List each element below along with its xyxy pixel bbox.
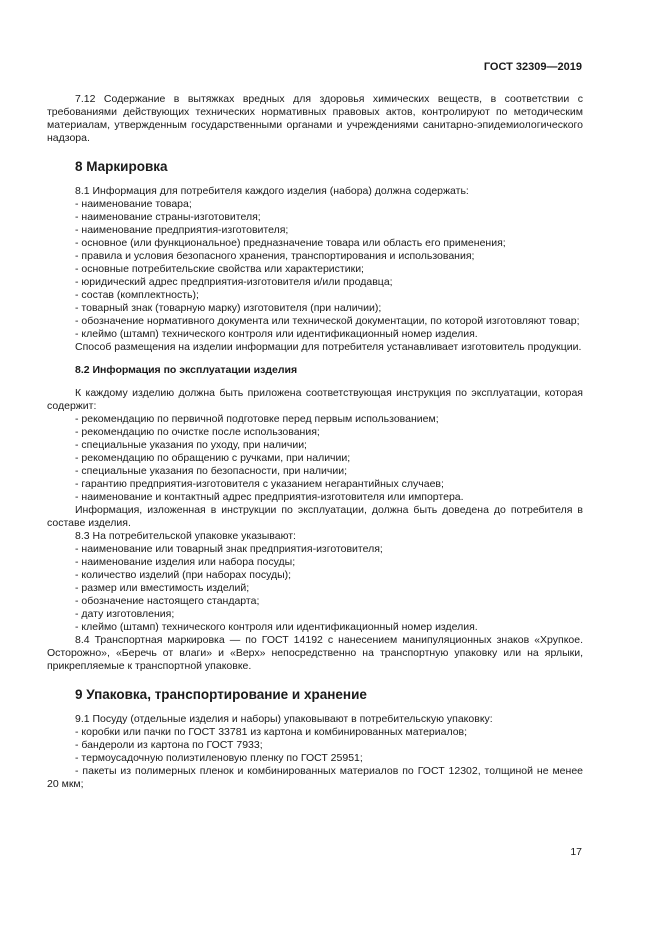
list-item: - наименование товара; — [75, 198, 192, 210]
paragraph-info-placement: Способ размещения на изделии информации для потребителя устанавливает изготовитель продукции. — [75, 341, 582, 353]
subsection-8-2-heading: 8.2 Информация по эксплуатации изделия — [75, 364, 298, 376]
list-item: - специальные указания по безопасности, при наличии; — [75, 465, 348, 477]
paragraph-9-1: 9.1 Посуду (отдельные изделия и наборы) упаковывают в потребительскую упаковку: — [75, 713, 493, 725]
standard-header: ГОСТ 32309—2019 — [483, 61, 582, 73]
list-item: - гарантию предприятия-изготовителя с указанием негарантийных случаев; — [75, 478, 444, 490]
list-item: - рекомендацию по обращению с ручками, при наличии; — [75, 452, 351, 464]
list-item: - состав (комплектность); — [75, 289, 199, 301]
list-9-1 — [47, 726, 583, 791]
page-number: 17 — [570, 846, 582, 858]
list-item: - обозначение нормативного документа или технической документации, по которой изготовляют товар; — [75, 315, 580, 327]
list-item: - основные потребительские свойства или характеристики; — [75, 263, 364, 275]
section-8-heading: 8 Маркировка — [75, 159, 168, 174]
list-item: - бандероли из картона по ГОСТ 7933; — [75, 739, 263, 751]
section-9-heading: 9 Упаковка, транспортирование и хранение — [75, 687, 367, 702]
list-item: - количество изделий (при наборах посуды); — [75, 569, 292, 581]
list-item: - наименование и контактный адрес предприятия-изготовителя или импортера. — [75, 491, 464, 503]
list-item: - юридический адрес предприятия-изготовителя и/или продавца; — [75, 276, 393, 288]
paragraph-8-1: 8.1 Информация для потребителя каждого изделия (набора) должна содержать: — [75, 185, 469, 197]
list-item: - рекомендацию по первичной подготовке перед первым использованием; — [75, 413, 439, 425]
list-item: - клеймо (штамп) технического контроля или идентификационный номер изделия. — [75, 621, 478, 633]
list-item: - правила и условия безопасного хранения, транспортирования и использования; — [75, 250, 475, 262]
list-8-3 — [47, 543, 583, 634]
list-item: - размер или вместимость изделий; — [75, 582, 250, 594]
list-item: - специальные указания по уходу, при наличии; — [75, 439, 307, 451]
list-item: - рекомендацию по очистке после использования; — [75, 426, 320, 438]
list-item: - коробки или пачки по ГОСТ 33781 из картона и комбинированных материалов; — [75, 726, 468, 738]
list-8-2 — [47, 413, 583, 504]
list-item: - товарный знак (товарную марку) изготовителя (при наличии); — [75, 302, 382, 314]
list-item: - наименование изделия или набора посуды; — [75, 556, 296, 568]
list-8-1 — [47, 198, 583, 341]
page-content — [47, 93, 583, 791]
paragraph-8-2: К каждому изделию должна быть приложена соответствующая инструкция по эксплуатации, которая содержит: — [47, 387, 583, 412]
list-item: - наименование или товарный знак предприятия-изготовителя; — [75, 543, 383, 555]
list-item: - клеймо (штамп) технического контроля или идентификационный номер изделия. — [75, 328, 478, 340]
paragraph-8-3: 8.3 На потребительской упаковке указывают: — [75, 530, 296, 542]
paragraph-7-12: 7.12 Содержание в вытяжках вредных для здоровья химических веществ, в соответствии с требованиями действующих технических нормативных правовых актов, контролируют по методическим материалам, утвержденным государственными органами и учреждениями санитарно-эпидемиологического надзора. — [47, 93, 583, 144]
list-item: - основное (или функциональное) предназначение товара или область его применения; — [75, 237, 506, 249]
list-item: - обозначение настоящего стандарта; — [75, 595, 260, 607]
list-item: - термоусадочную полиэтиленовую пленку по ГОСТ 25951; — [75, 752, 363, 764]
paragraph-8-4: 8.4 Транспортная маркировка — по ГОСТ 14192 с нанесением манипуляционных знаков «Хрупкое. Осторожно», «Беречь от влаги» и «Верх» непосредственно на транспортную упаковку или на ярлыки, прикрепляемые к транспортной упаковке. — [47, 634, 583, 672]
list-item: - наименование предприятия-изготовителя; — [75, 224, 289, 236]
list-item: - наименование страны-изготовителя; — [75, 211, 261, 223]
list-item: - дату изготовления; — [75, 608, 175, 620]
paragraph-instruction-info: Информация, изложенная в инструкции по эксплуатации, должна быть доведена до потребителя в составе изделия. — [47, 504, 583, 529]
list-item: - пакеты из полимерных пленок и комбинированных материалов по ГОСТ 12302, толщиной не менее 20 мкм; — [47, 765, 583, 790]
